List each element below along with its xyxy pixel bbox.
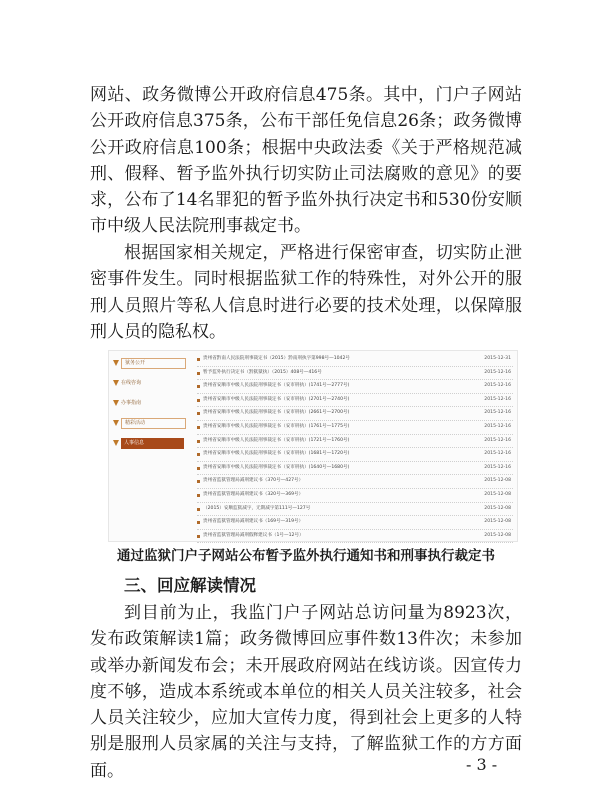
bullet-icon [197,467,200,470]
screenshot-sidebar [111,355,189,455]
list-item-title: （2015）安顺监狱减字，无期减字第111号—127号 [203,505,311,511]
sidebar-item-label: 精彩活动 [121,418,186,429]
list-item-title: 贵州省安顺市中级人民法院刑事裁定书（安市刑执）(2701号—2740号) [203,396,350,402]
list-item [197,503,513,517]
bullet-icon [197,399,200,402]
list-item [197,367,513,381]
bullet-icon [197,440,200,443]
sidebar-item [111,355,189,372]
list-item-date: 2015-12-08 [484,532,511,538]
list-item-title: 贵州省监狱管理局减刑建议书（370号—427号） [203,478,304,484]
list-item-date: 2015-12-16 [484,437,511,443]
list-item-date: 2015-12-16 [484,396,511,402]
list-item-date: 2015-12-16 [484,410,511,416]
bullet-icon [197,521,200,524]
sidebar-item [111,395,189,412]
list-item-title: 贵州省安顺市中级人民法院刑事裁定书（安市刑执）(1640号—1680号) [203,464,350,470]
list-item-title: 贵州省监狱管理局减刑假释建议书（1号—12号） [203,532,304,538]
sidebar-item [111,375,189,392]
list-item-title: 贵州省安顺市中级人民法院刑事裁定书（安市刑执）(1741号—2777号) [203,383,350,389]
list-item-title: 贵州省黔南人民法院刑事裁定书（2015）黔南刑执字第998号—1042号 [203,356,350,361]
bullet-icon [197,535,200,538]
list-item-date: 2015-12-16 [484,464,511,470]
list-item [197,448,513,462]
sidebar-item-label: 狱务公开 [121,358,186,369]
bullet-icon [197,453,200,456]
sidebar-item-label: 办事指南 [121,400,142,406]
list-item-title: 暂予监外执行决定书（黔狱狱执）（2015）408号—416号 [203,369,322,375]
screenshot-list [197,353,513,543]
list-item [197,475,513,489]
list-item [197,516,513,530]
list-item-date: 2015-12-08 [484,519,511,525]
bullet-icon [113,400,119,406]
website-screenshot [108,350,518,542]
page-number: - 3 - [466,755,498,774]
list-item-title: 贵州省监狱管理局减刑建议书（320号—369号） [203,491,304,497]
paragraph-2: 根据国家相关规定，严格进行保密审查，切实防止泄密事件发生。同时根据监狱工作的特殊性，对外公开的服刑人员照片等私人信息时进行必要的技术处理，以保障服刑人员的隐私权。 [90,243,522,342]
list-item [197,435,513,449]
bullet-icon [113,440,119,446]
bullet-icon [113,420,119,426]
bullet-icon [197,426,200,429]
list-item-title: 贵州省安顺市中级人民法院刑事裁定书（安市刑执）(1761号—1775号) [203,423,350,429]
list-item-date: 2015-12-08 [484,505,511,511]
list-item-title: 贵州省安顺市中级人民法院刑事裁定书（安市刑执）(2661号—2700号) [203,410,350,416]
bullet-icon [197,372,200,375]
bullet-icon [197,412,200,415]
list-item-date: 2015-12-31 [484,356,511,361]
section-heading: 三、回应解读情况 [124,576,256,595]
list-item-date: 2015-12-16 [484,369,511,375]
list-item [197,462,513,476]
bullet-icon [197,494,200,497]
list-item [197,421,513,435]
list-item-date: 2015-12-16 [484,451,511,457]
bullet-icon [197,480,200,483]
sidebar-item-label: 人事信息 [121,438,184,449]
list-item [197,394,513,408]
list-item [197,530,513,544]
bullet-icon [113,360,119,366]
list-item-date: 2015-12-08 [484,491,511,497]
list-item-date: 2015-12-16 [484,383,511,389]
list-item [197,380,513,394]
paragraph-1: 网站、政务微博公开政府信息475条。其中，门户子网站公开政府信息375条，公布干部任免信息26条；政务微博公开政府信息100条；根据中央政法委《关于严格规范减刑、假释、暂予监外执行切实防止司法腐败的意见》的要求，公布了14名罪犯的暂予监外执行决定书和530份安顺市中级人民法院刑事裁定书。 [90,85,522,237]
sidebar-item [111,415,189,432]
list-item [197,407,513,421]
sidebar-item [111,435,189,452]
bullet-icon [197,508,200,511]
list-item-date: 2015-12-08 [484,478,511,484]
list-item-date: 2015-12-16 [484,423,511,429]
bullet-icon [113,380,119,386]
list-item-title: 贵州省监狱管理局减刑建议书（169号—319号） [203,519,304,525]
list-item-title: 贵州省安顺市中级人民法院刑事裁定书（安市刑执）(1681号—1720号) [203,451,350,457]
paragraph-3: 到目前为止，我监门户子网站总访问量为8923次，发布政策解读1篇；政务微博回应事件数13件次；未参加或举办新闻发布会；未开展政府网站在线访谈。因宣传力度不够，造成本系统或本单位的相关人员关注较多，社会人员关注较少，应加大宣传力度，得到社会上更多的人特别是服刑人员家属的关注与支持，了解监狱工作的方方面面。 [90,603,522,781]
figure-caption: 通过监狱门户子网站公布暂予监外执行通知书和刑事执行裁定书 [117,548,495,564]
bullet-icon [197,358,200,361]
list-item [197,489,513,503]
list-item-title: 贵州省安顺市中级人民法院刑事裁定书（安市刑执）(1721号—1760号) [203,437,350,443]
sidebar-item-label: 在线咨询 [121,380,142,386]
bullet-icon [197,385,200,388]
list-item [197,353,513,367]
